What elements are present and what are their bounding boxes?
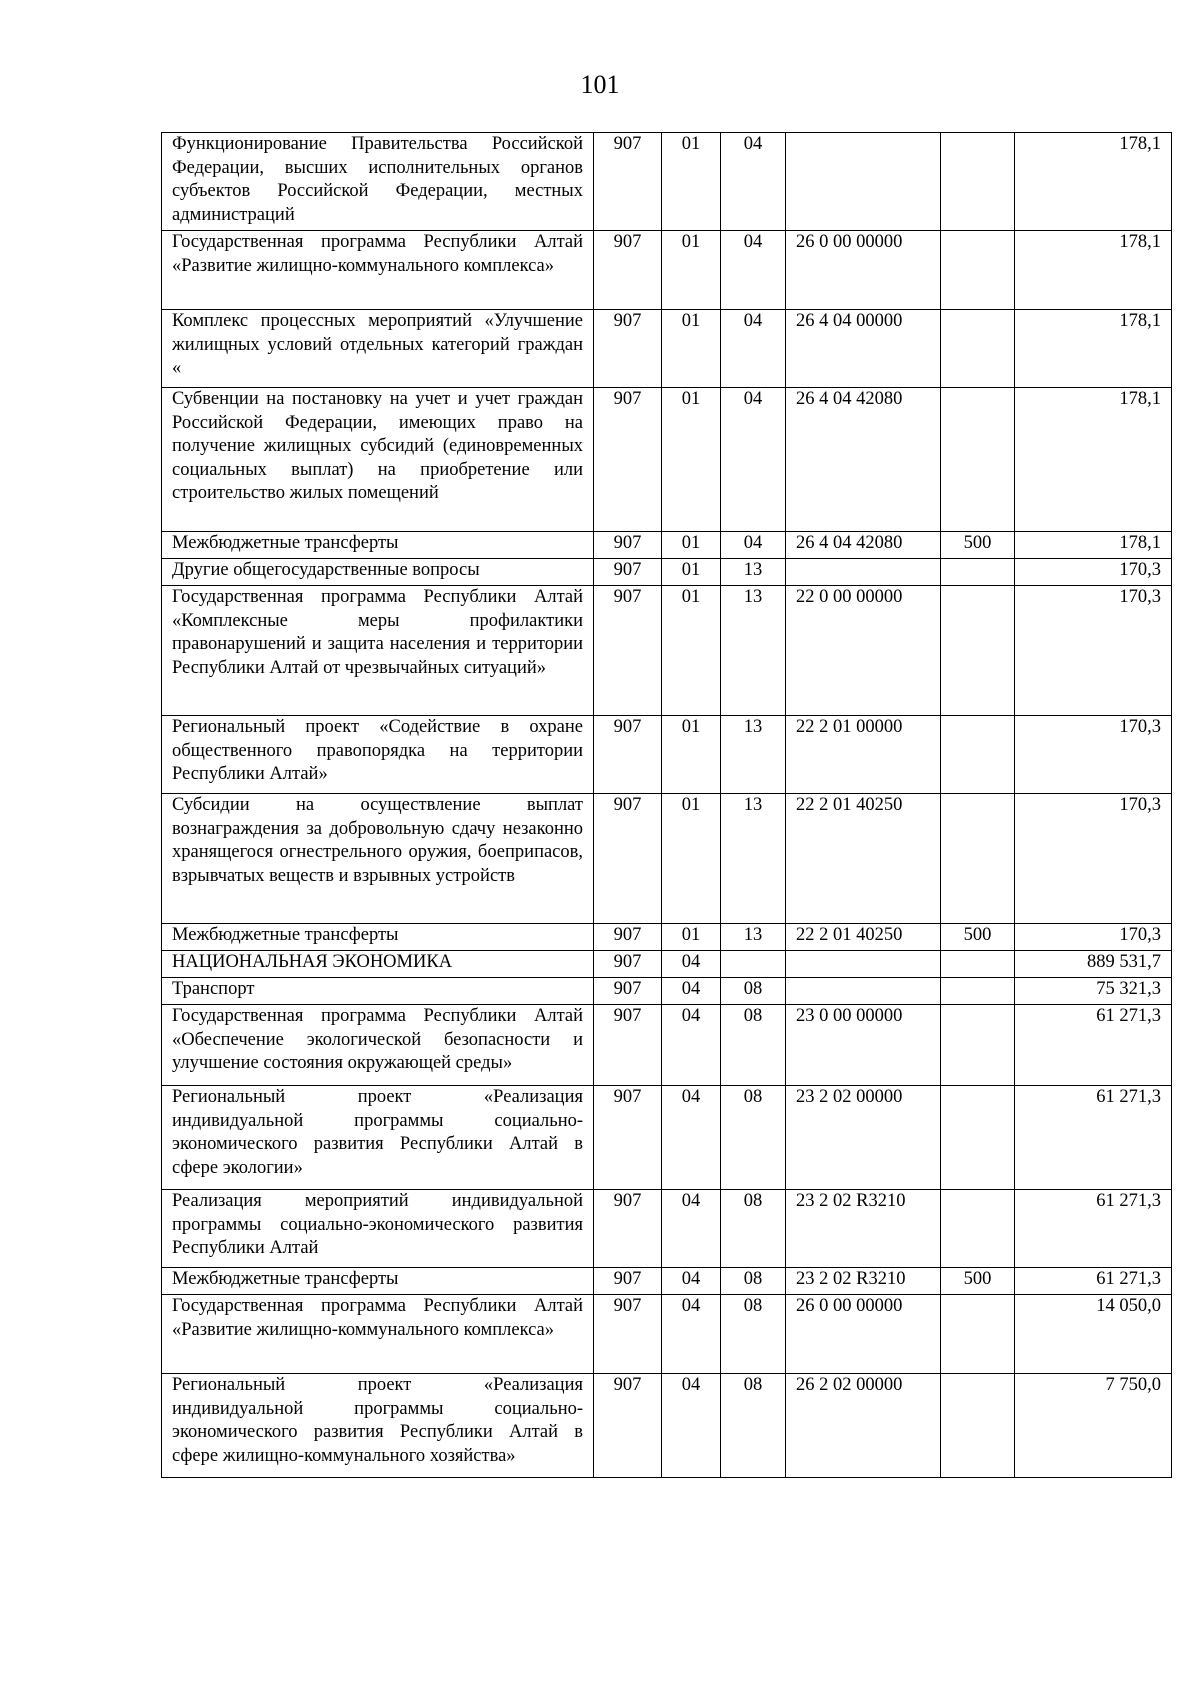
row-name: Межбюджетные трансферты [162, 924, 594, 951]
row-name: Государственная программа Республики Алтай «Комплексные меры профилактики правонарушений и защита населения и территории Республики Алтай от чрезвычайных ситуаций» [162, 586, 594, 716]
row-grbs-code: 907 [594, 1005, 662, 1086]
row-amount: 178,1 [1015, 388, 1172, 532]
row-target-article: 22 2 01 40250 [786, 794, 941, 924]
row-section-code: 04 [662, 978, 721, 1005]
row-expense-type [941, 388, 1015, 532]
row-expense-type [941, 1190, 1015, 1268]
row-expense-type [941, 1005, 1015, 1086]
row-name: Межбюджетные трансферты [162, 1268, 594, 1295]
row-target-article: 23 2 02 R3210 [786, 1190, 941, 1268]
row-expense-type [941, 1086, 1015, 1190]
table-row [162, 716, 1172, 794]
row-amount: 7 750,0 [1015, 1374, 1172, 1478]
row-amount: 61 271,3 [1015, 1268, 1172, 1295]
row-name: Субвенции на постановку на учет и учет граждан Российской Федерации, имеющих право на получение жилищных субсидий (единовременных социальных выплат) на приобретение или строительство жилых помещений [162, 388, 594, 532]
row-name: Транспорт [162, 978, 594, 1005]
row-amount: 14 050,0 [1015, 1295, 1172, 1374]
row-subsection-code: 08 [721, 978, 786, 1005]
row-expense-type [941, 716, 1015, 794]
row-section-code: 01 [662, 133, 721, 231]
row-section-code: 04 [662, 1295, 721, 1374]
table-row [162, 231, 1172, 310]
row-section-code: 04 [662, 1005, 721, 1086]
row-amount: 61 271,3 [1015, 1086, 1172, 1190]
row-expense-type [941, 794, 1015, 924]
row-target-article: 26 0 00 00000 [786, 1295, 941, 1374]
row-grbs-code: 907 [594, 978, 662, 1005]
table-row [162, 924, 1172, 951]
budget-table [161, 132, 1172, 1478]
row-name: Субсидии на осуществление выплат вознаграждения за добровольную сдачу незаконно хранящегося огнестрельного оружия, боеприпасов, взрывчатых веществ и взрывных устройств [162, 794, 594, 924]
row-name: Функционирование Правительства Российской Федерации, высших исполнительных органов субъектов Российской Федерации, местных администраций [162, 133, 594, 231]
row-expense-type [941, 1374, 1015, 1478]
row-target-article: 23 2 02 00000 [786, 1086, 941, 1190]
row-section-code: 01 [662, 310, 721, 388]
row-target-article: 22 2 01 00000 [786, 716, 941, 794]
row-subsection-code: 13 [721, 794, 786, 924]
row-section-code: 01 [662, 559, 721, 586]
table-row [162, 1268, 1172, 1295]
row-expense-type: 500 [941, 532, 1015, 559]
row-amount: 889 531,7 [1015, 951, 1172, 978]
row-target-article: 22 2 01 40250 [786, 924, 941, 951]
row-amount: 170,3 [1015, 559, 1172, 586]
row-name: Государственная программа Республики Алтай «Обеспечение экологической безопасности и улучшение состояния окружающей среды» [162, 1005, 594, 1086]
row-amount: 61 271,3 [1015, 1190, 1172, 1268]
row-subsection-code: 13 [721, 559, 786, 586]
row-grbs-code: 907 [594, 1268, 662, 1295]
row-subsection-code: 04 [721, 532, 786, 559]
row-grbs-code: 907 [594, 1374, 662, 1478]
table-row [162, 310, 1172, 388]
row-subsection-code: 04 [721, 231, 786, 310]
row-subsection-code: 08 [721, 1005, 786, 1086]
row-name: Государственная программа Республики Алтай «Развитие жилищно-коммунального комплекса» [162, 231, 594, 310]
row-name: Комплекс процессных мероприятий «Улучшение жилищных условий отдельных категорий граждан « [162, 310, 594, 388]
row-subsection-code: 04 [721, 388, 786, 532]
row-grbs-code: 907 [594, 559, 662, 586]
table-row [162, 1190, 1172, 1268]
row-section-code: 04 [662, 1374, 721, 1478]
row-target-article [786, 951, 941, 978]
row-expense-type [941, 586, 1015, 716]
row-section-code: 01 [662, 716, 721, 794]
row-amount: 170,3 [1015, 716, 1172, 794]
row-expense-type [941, 978, 1015, 1005]
table-row [162, 1374, 1172, 1478]
row-expense-type [941, 310, 1015, 388]
table-row [162, 586, 1172, 716]
row-subsection-code: 04 [721, 133, 786, 231]
row-amount: 75 321,3 [1015, 978, 1172, 1005]
row-section-code: 01 [662, 231, 721, 310]
row-amount: 178,1 [1015, 231, 1172, 310]
row-expense-type [941, 951, 1015, 978]
row-grbs-code: 907 [594, 794, 662, 924]
row-grbs-code: 907 [594, 388, 662, 532]
table-row [162, 951, 1172, 978]
row-grbs-code: 907 [594, 1295, 662, 1374]
page-number: 101 [580, 70, 620, 99]
row-name: Региональный проект «Реализация индивидуальной программы социально-экономического развития Республики Алтай в сфере экологии» [162, 1086, 594, 1190]
row-expense-type [941, 133, 1015, 231]
row-target-article [786, 133, 941, 231]
row-grbs-code: 907 [594, 231, 662, 310]
row-subsection-code: 04 [721, 310, 786, 388]
row-amount: 178,1 [1015, 532, 1172, 559]
row-expense-type: 500 [941, 1268, 1015, 1295]
table-row [162, 388, 1172, 532]
row-target-article [786, 978, 941, 1005]
row-amount: 170,3 [1015, 586, 1172, 716]
row-grbs-code: 907 [594, 951, 662, 978]
row-section-code: 01 [662, 794, 721, 924]
row-section-code: 04 [662, 1190, 721, 1268]
row-amount: 61 271,3 [1015, 1005, 1172, 1086]
row-target-article: 26 2 02 00000 [786, 1374, 941, 1478]
budget-table-body [162, 133, 1172, 1478]
table-row [162, 133, 1172, 231]
row-subsection-code: 08 [721, 1295, 786, 1374]
row-grbs-code: 907 [594, 1190, 662, 1268]
row-amount: 178,1 [1015, 310, 1172, 388]
row-target-article: 26 4 04 00000 [786, 310, 941, 388]
row-grbs-code: 907 [594, 586, 662, 716]
row-subsection-code: 13 [721, 924, 786, 951]
row-name: НАЦИОНАЛЬНАЯ ЭКОНОМИКА [162, 951, 594, 978]
table-row [162, 559, 1172, 586]
row-target-article: 22 0 00 00000 [786, 586, 941, 716]
row-subsection-code: 08 [721, 1268, 786, 1295]
row-target-article: 26 4 04 42080 [786, 532, 941, 559]
row-grbs-code: 907 [594, 716, 662, 794]
table-row [162, 978, 1172, 1005]
row-name: Государственная программа Республики Алтай «Развитие жилищно-коммунального комплекса» [162, 1295, 594, 1374]
row-target-article: 26 4 04 42080 [786, 388, 941, 532]
row-subsection-code: 13 [721, 716, 786, 794]
row-section-code: 04 [662, 951, 721, 978]
row-section-code: 01 [662, 388, 721, 532]
row-name: Региональный проект «Содействие в охране общественного правопорядка на территории Республики Алтай» [162, 716, 594, 794]
table-row [162, 532, 1172, 559]
row-section-code: 04 [662, 1086, 721, 1190]
table-row [162, 1086, 1172, 1190]
row-subsection-code: 13 [721, 586, 786, 716]
row-section-code: 01 [662, 924, 721, 951]
row-subsection-code: 08 [721, 1190, 786, 1268]
row-name: Региональный проект «Реализация индивидуальной программы социально-экономического развития Республики Алтай в сфере жилищно-коммунального хозяйства» [162, 1374, 594, 1478]
row-expense-type: 500 [941, 924, 1015, 951]
row-name: Реализация мероприятий индивидуальной программы социально-экономического развития Республики Алтай [162, 1190, 594, 1268]
row-section-code: 04 [662, 1268, 721, 1295]
table-row [162, 794, 1172, 924]
table-row [162, 1005, 1172, 1086]
row-amount: 170,3 [1015, 924, 1172, 951]
row-target-article: 23 0 00 00000 [786, 1005, 941, 1086]
row-section-code: 01 [662, 586, 721, 716]
row-target-article: 26 0 00 00000 [786, 231, 941, 310]
table-row [162, 1295, 1172, 1374]
row-grbs-code: 907 [594, 924, 662, 951]
row-name: Другие общегосударственные вопросы [162, 559, 594, 586]
row-name: Межбюджетные трансферты [162, 532, 594, 559]
row-grbs-code: 907 [594, 532, 662, 559]
row-grbs-code: 907 [594, 1086, 662, 1190]
row-target-article: 23 2 02 R3210 [786, 1268, 941, 1295]
row-expense-type [941, 231, 1015, 310]
row-grbs-code: 907 [594, 133, 662, 231]
row-section-code: 01 [662, 532, 721, 559]
row-target-article [786, 559, 941, 586]
row-amount: 178,1 [1015, 133, 1172, 231]
row-subsection-code: 08 [721, 1374, 786, 1478]
row-grbs-code: 907 [594, 310, 662, 388]
row-subsection-code: 08 [721, 1086, 786, 1190]
row-expense-type [941, 559, 1015, 586]
row-expense-type [941, 1295, 1015, 1374]
row-amount: 170,3 [1015, 794, 1172, 924]
row-subsection-code [721, 951, 786, 978]
